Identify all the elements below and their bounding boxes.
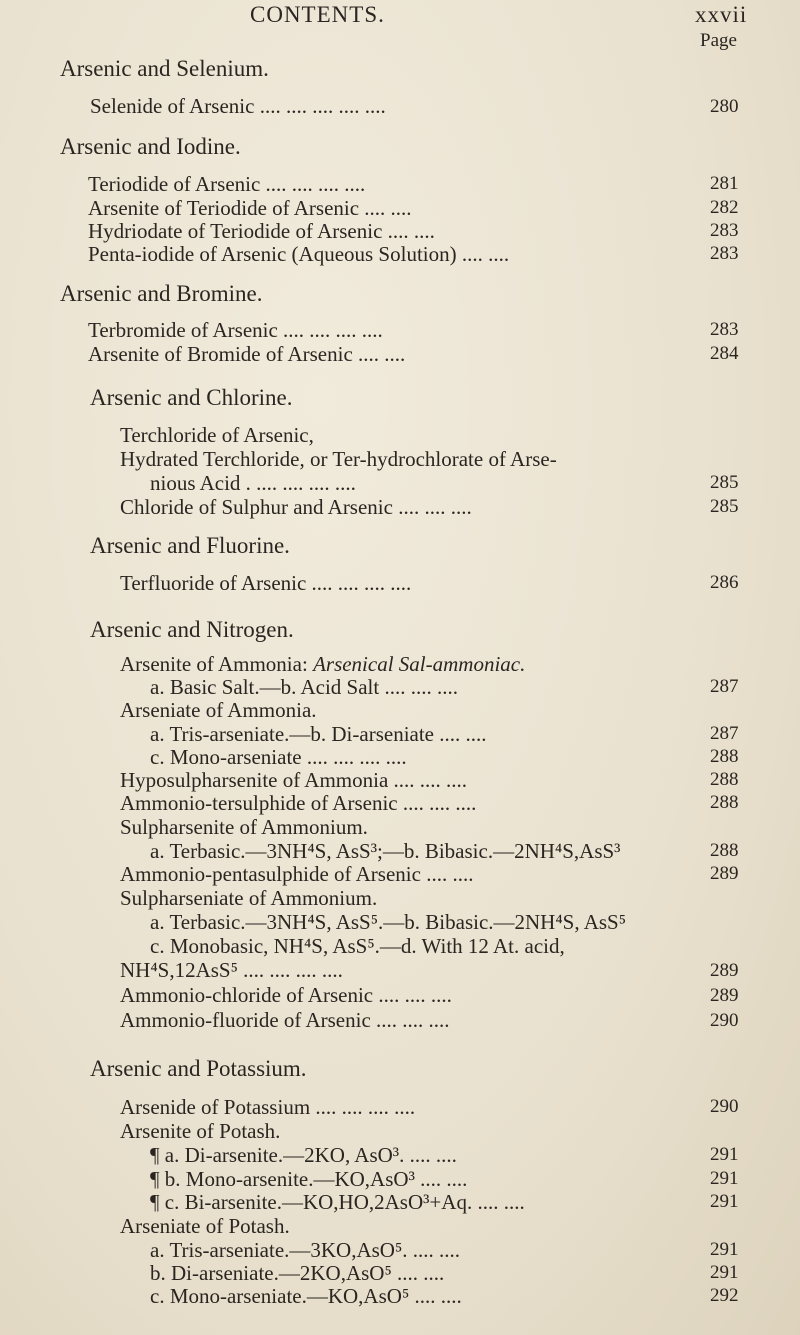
entry: a. Terbasic.—3NH⁴S, AsS³;—b. Bibasic.—2NH⁴S,AsS³ [150,839,621,863]
running-header: CONTENTS. [250,2,385,27]
entry: Hydrated Terchloride, or Ter-hydrochlorate of Arse- [120,447,557,471]
entry-page: 285 [710,496,739,517]
entry-page: 287 [710,723,739,744]
entry-page: 291 [710,1262,739,1283]
page-column-label: Page [700,30,737,51]
entry-text: Arsenite of Ammonia: [120,652,308,676]
entry: Arseniate of Potash. [120,1214,290,1238]
entry-page: 284 [710,343,739,364]
entry-page: 283 [710,220,739,241]
entry: Arsenite of Bromide of Arsenic .... .... [88,342,406,366]
entry-page: 290 [710,1096,739,1117]
entry-page: 283 [710,319,739,340]
entry-page: 287 [710,676,739,697]
entry-page: 285 [710,472,739,493]
entry: c. Mono-arseniate.—KO,AsO⁵ .... .... [150,1284,462,1308]
entry-page: 288 [710,746,739,767]
entry: Terbromide of Arsenic .... .... .... .... [88,318,383,342]
entry: Terfluoride of Arsenic .... .... .... .... [120,571,412,595]
entry: Teriodide of Arsenic .... .... .... .... [88,172,366,196]
section-heading: Arsenic and Iodine. [60,134,241,159]
entry: Ammonio-tersulphide of Arsenic .... .... .... [120,791,477,815]
entry-italic: Arsenical Sal-ammoniac. [313,652,526,676]
entry: Ammonio-chloride of Arsenic .... .... .... [120,983,452,1007]
entry: ¶ c. Bi-arsenite.—KO,HO,2AsO³+Aq. .... .... [150,1190,525,1214]
entry: Ammonio-fluoride of Arsenic .... .... .... [120,1008,450,1032]
entry: nious Acid . .... .... .... .... [150,471,356,495]
entry-page: 290 [710,1010,739,1031]
entry: b. Di-arseniate.—2KO,AsO⁵ .... .... [150,1261,445,1285]
entry-page: 291 [710,1239,739,1260]
entry: a. Tris-arseniate.—b. Di-arseniate .... .... [150,722,487,746]
entry: Penta-iodide of Arsenic (Aqueous Solution) .... .... [88,242,510,266]
entry-page: 283 [710,243,739,264]
entry: a. Terbasic.—3NH⁴S, AsS⁵.—b. Bibasic.—2NH⁴S, AsS⁵ [150,910,627,934]
entry: Ammonio-pentasulphide of Arsenic .... .... [120,862,474,886]
entry: a. Tris-arseniate.—3KO,AsO⁵. .... .... [150,1238,461,1262]
entry-page: 289 [710,863,739,884]
section-heading: Arsenic and Chlorine. [90,385,293,410]
entry: Hydriodate of Teriodide of Arsenic .... .... [88,219,435,243]
entry: Sulpharseniate of Ammonium. [120,886,378,910]
section-heading: Arsenic and Potassium. [90,1056,307,1081]
entry-page: 289 [710,985,739,1006]
entry: c. Mono-arseniate .... .... .... .... [150,745,407,769]
entry-page: 292 [710,1285,739,1306]
section-heading: Arsenic and Selenium. [60,56,269,81]
entry-page: 281 [710,173,739,194]
entry-page: 288 [710,840,739,861]
entry: Arsenide of Potassium .... .... .... .... [120,1095,416,1119]
entry: Arsenite of Potash. [120,1119,281,1143]
entry: NH⁴S,12AsS⁵ .... .... .... .... [120,958,343,982]
entry-page: 289 [710,960,739,981]
entry: Sulpharsenite of Ammonium. [120,815,368,839]
section-heading: Arsenic and Bromine. [60,281,263,306]
entry-page: 282 [710,197,739,218]
entry: Chloride of Sulphur and Arsenic .... .... .... [120,495,472,519]
entry: ¶ b. Mono-arsenite.—KO,AsO³ .... .... [150,1167,468,1191]
entry: Hyposulpharsenite of Ammonia .... .... .... [120,768,468,792]
page-number-roman: xxvii [695,2,748,27]
entry [120,652,525,677]
entry-page: 288 [710,769,739,790]
section-heading: Arsenic and Nitrogen. [90,617,294,642]
entry: Terchloride of Arsenic, [120,423,314,447]
entry: Arsenite of Teriodide of Arsenic .... .... [88,196,412,220]
entry-page: 291 [710,1191,739,1212]
section-heading: Arsenic and Fluorine. [90,533,290,558]
entry: Selenide of Arsenic .... .... .... .... .... [90,94,386,118]
entry-page: 286 [710,572,739,593]
entry-page: 291 [710,1168,739,1189]
entry: ¶ a. Di-arsenite.—2KO, AsO³. .... .... [150,1143,457,1167]
entry-page: 291 [710,1144,739,1165]
entry: a. Basic Salt.—b. Acid Salt .... .... .... [150,675,458,699]
entry: Arseniate of Ammonia. [120,698,317,722]
entry: c. Monobasic, NH⁴S, AsS⁵.—d. With 12 At. acid, [150,934,565,958]
entry-page: 280 [710,96,739,117]
entry-page: 288 [710,792,739,813]
